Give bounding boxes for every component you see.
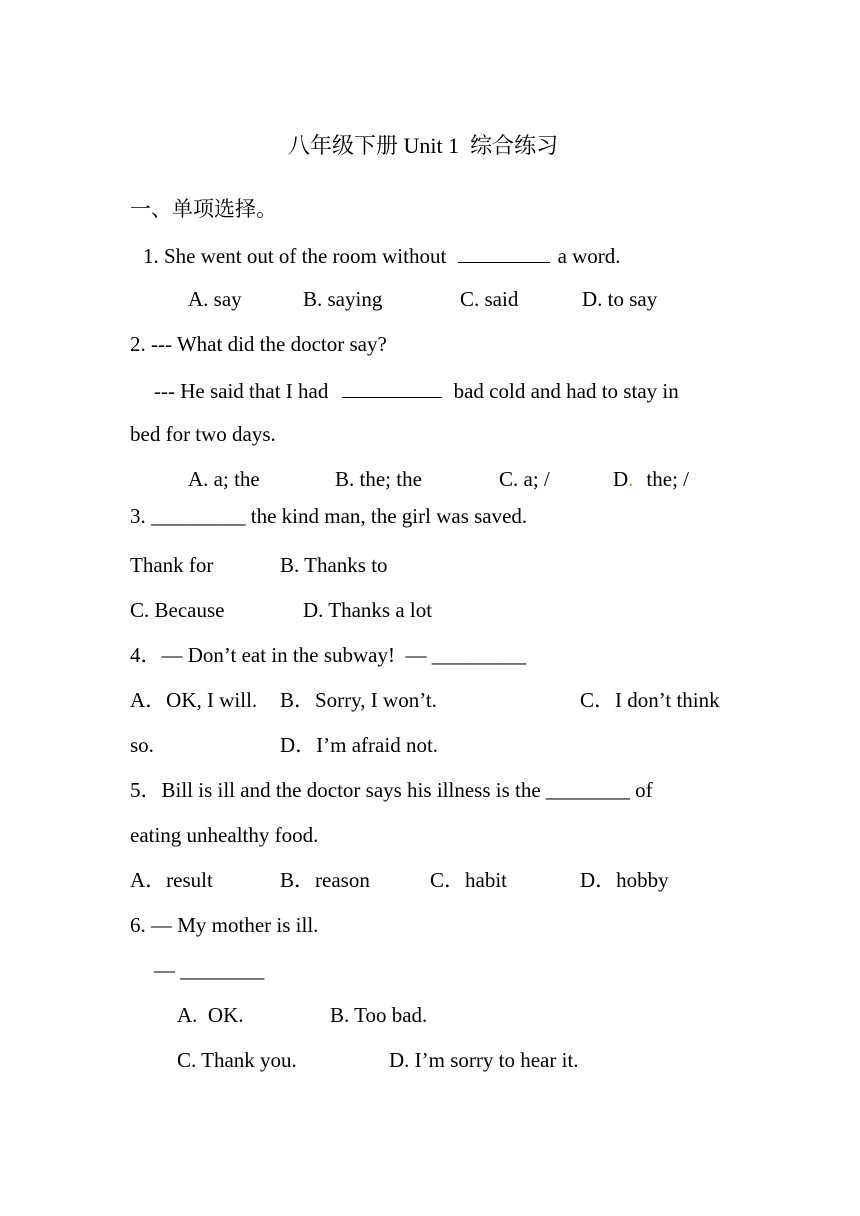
q4-option-b: B．Sorry, I won’t. xyxy=(280,688,437,712)
q1-stem xyxy=(143,244,621,267)
q4-option-a: A．OK, I will. xyxy=(130,688,258,712)
q1-option-c: C. said xyxy=(460,287,519,311)
q1-stem-end: a word. xyxy=(557,244,621,268)
q1-option-d: D. to say xyxy=(582,287,658,311)
q5-stem-line2: eating unhealthy food. xyxy=(130,823,319,847)
q2-option-a: A. a; the xyxy=(188,467,260,491)
q2-answer-blank[interactable] xyxy=(342,379,442,398)
q4-option-d: D．I’m afraid not. xyxy=(280,733,439,757)
q1-stem-text: 1. She went out of the room without xyxy=(143,244,447,268)
q6-option-b: B. Too bad. xyxy=(330,1003,428,1027)
q5-option-d: D．hobby xyxy=(580,868,669,892)
q2-line2 xyxy=(154,379,679,402)
q3-option-b: B. Thanks to xyxy=(280,553,388,577)
q5-stem: 5．Bill is ill and the doctor says his illness is the ________ of xyxy=(130,778,653,802)
q2-option-c: C. a; / xyxy=(499,467,550,491)
page-title: 八年级下册 Unit 1 综合练习 xyxy=(288,133,559,158)
q5-option-c: C．habit xyxy=(430,868,507,892)
q4-option-c-cont: so. xyxy=(130,733,154,757)
q1-option-b: B. saying xyxy=(303,287,383,311)
q4-stem: 4．— Don’t eat in the subway! — _________ xyxy=(130,643,527,667)
q2-option-d-mark: . xyxy=(628,467,634,491)
q5-option-a: A．result xyxy=(130,868,213,892)
q6-line1: 6. — My mother is ill. xyxy=(130,913,319,937)
q2-option-d-text: the; / xyxy=(646,467,689,491)
q1-option-a: A. say xyxy=(188,287,242,311)
q6-option-a: A. OK. xyxy=(177,1003,244,1027)
q2-line2-start: --- He said that I had xyxy=(154,379,329,403)
section-heading: 一、单项选择。 xyxy=(130,197,277,221)
q5-option-b: B．reason xyxy=(280,868,370,892)
q2-option-d-letter: D xyxy=(613,467,629,491)
q2-option-b: B. the; the xyxy=(335,467,422,491)
q3-option-c: C. Because xyxy=(130,598,225,622)
q6-line2: — ________ xyxy=(154,958,265,982)
q6-option-d: D. I’m sorry to hear it. xyxy=(389,1048,579,1072)
q4-option-c: C．I don’t think xyxy=(580,688,720,712)
q3-stem: 3. _________ the kind man, the girl was saved. xyxy=(130,504,528,528)
q2-line1: 2. --- What did the doctor say? xyxy=(130,332,387,356)
q2-option-d xyxy=(613,469,689,490)
q2-line2-end: bad cold and had to stay in xyxy=(453,379,679,403)
q3-option-d: D. Thanks a lot xyxy=(303,598,433,622)
q2-line3: bed for two days. xyxy=(130,422,276,446)
q1-answer-blank[interactable] xyxy=(458,244,550,263)
q6-option-c: C. Thank you. xyxy=(177,1048,297,1072)
q3-option-a: Thank for xyxy=(130,553,214,577)
